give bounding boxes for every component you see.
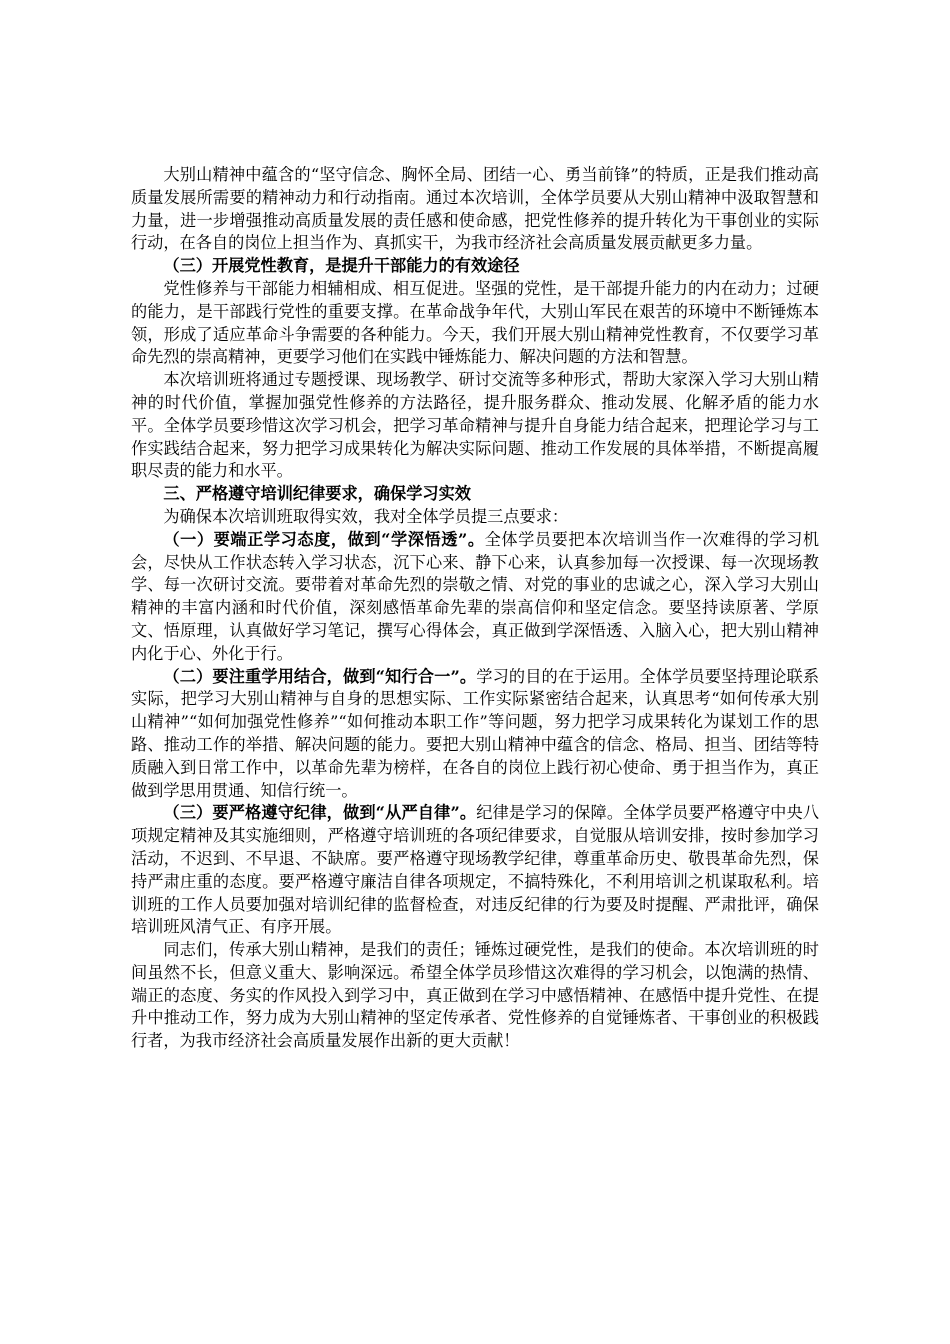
paragraph: 同志们，传承大别山精神，是我们的责任；锤炼过硬党性，是我们的使命。本次培训班的时间虽然不长，但意义重大、影响深远。希望全体学员珍惜这次难得的学习机会，以饱满的热情、端正的态度、务实的作风投入到学习中，真正做到在学习中感悟精神、在感悟中提升党性、在提升中推动工作，努力成为大别山精神的坚定传承者、党性修养的自觉锤炼者、干事创业的积极践行者，为我市经济社会高质量发展作出新的更大贡献！ <box>131 940 819 1051</box>
paragraph: 大别山精神中蕴含的“坚守信念、胸怀全局、团结一心、勇当前锋”的特质，正是我们推动高质量发展所需要的精神动力和行动指南。通过本次培训，全体学员要从大别山精神中汲取智慧和力量，进一步增强推动高质量发展的责任感和使命感，把党性修养的提升转化为干事创业的实际行动，在各自的岗位上担当作为、真抓实干，为我市经济社会高质量发展贡献更多力量。 <box>131 165 819 253</box>
paragraph: 党性修养与干部能力相辅相成、相互促进。坚强的党性，是干部提升能力的内在动力；过硬的能力，是干部践行党性的重要支撑。在革命战争年代，大别山军民在艰苦的环境中不断锤炼本领，形成了适应革命斗争需要的各种能力。今天，我们开展大别山精神党性教育，不仅要学习革命先烈的崇高精神，更要学习他们在实践中锤炼能力、解决问题的方法和智慧。 <box>131 278 819 367</box>
paragraph: 为确保本次培训班取得实效，我对全体学员提三点要求： <box>163 506 569 526</box>
requirement-paragraph <box>131 666 819 803</box>
requirement-body: 学习的目的在于运用。全体学员要坚持理论联系实际，把学习大别山精神与自身的思想实际、工作实际紧密结合起来，认真思考“如何传承大别山精神”“如何加强党性修养”“如何推动本职工作”等问题，努力把学习成果转化为谋划工作的思路、推动工作的举措、解决问题的能力。要把大别山精神中蕴含的信念、格局、担当、团结等特质融入到日常工作中，以革命先辈为榜样，在各自的岗位上践行初心使命、勇于担当作为，真正做到学思用贯通、知信行统一。 <box>131 666 820 800</box>
section-heading: （三）开展党性教育，是提升干部能力的有效途径 <box>163 256 520 276</box>
requirement-body: 全体学员要把本次培训当作一次难得的学习机会，尽快从工作状态转入学习状态，沉下心来、静下心来，认真参加每一次授课、每一次现场教学、每一次研讨交流。要带着对革命先烈的崇敬之情、对党的事业的忠诚之心，深入学习大别山精神的丰富内涵和时代价值，深刻感悟革命先辈的崇高信仰和坚定信念。要坚持读原著、学原文、悟原理，认真做好学习笔记，撰写心得体会，真正做到学深悟透、入脑入心，把大别山精神内化于心、外化于行。 <box>131 529 820 663</box>
section-heading: 三、严格遵守培训纪律要求，确保学习实效 <box>163 484 471 504</box>
requirement-lead: （一）要端正学习态度，做到“学深悟透”。 <box>163 529 485 549</box>
document-page <box>131 164 819 1053</box>
requirement-paragraph <box>131 802 819 939</box>
requirement-lead: （三）要严格遵守纪律，做到“从严自律”。 <box>163 803 477 823</box>
paragraph: 本次培训班将通过专题授课、现场教学、研讨交流等多种形式，帮助大家深入学习大别山精神的时代价值，掌握加强党性修养的方法路径，提升服务群众、推动发展、化解矛盾的能力水平。全体学员要珍惜这次学习机会，把学习革命精神与提升自身能力结合起来，把理论学习与工作实践结合起来，努力把学习成果转化为解决实际问题、推动工作发展的具体举措，不断提高履职尽责的能力和水平。 <box>131 370 819 481</box>
requirement-lead: （二）要注重学用结合，做到“知行合一”。 <box>163 666 477 686</box>
requirement-body: 纪律是学习的保障。全体学员要严格遵守中央八项规定精神及其实施细则，严格遵守培训班的各项纪律要求，自觉服从培训安排，按时参加学习活动，不迟到、不早退、不缺席。要严格遵守现场教学纪律，尊重革命历史、敬畏革命先烈，保持严肃庄重的态度。要严格遵守廉洁自律各项规定，不搞特殊化，不利用培训之机谋取私利。培训班的工作人员要加强对培训纪律的监督检查，对违反纪律的行为要及时提醒、严肃批评，确保培训班风清气正、有序开展。 <box>131 803 820 937</box>
requirement-paragraph <box>131 529 819 666</box>
